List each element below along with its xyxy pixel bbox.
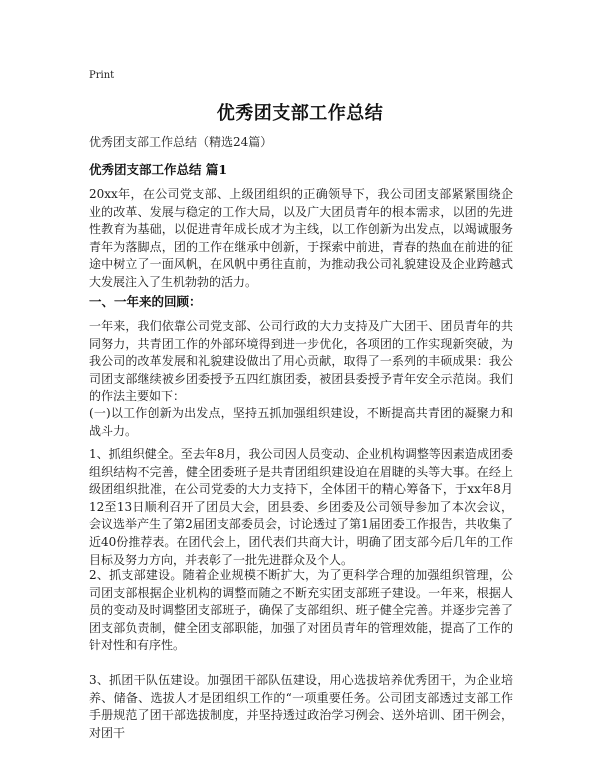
- point-one-paragraph: (一)以工作创新为出发点，坚持五抓加强组织建设，不断提高共青团的凝聚力和战斗力。: [89, 406, 513, 438]
- item-3-paragraph: 3、抓团干队伍建设。加强团干部队伍建设，用心选拔培养优秀团干，为企业培养、储备、选拔人才是团组织工作的“一项重要任务。公司团支部透过支部工作手册规范了团干部选拔制度，并坚持透过政治学习例会、送外培训、团干例会，对团干: [89, 673, 513, 740]
- print-label[interactable]: Print: [89, 70, 115, 81]
- section-heading: 优秀团支部工作总结 篇1: [89, 162, 228, 177]
- review-paragraph: 一年来，我们依靠公司党支部、公司行政的大力支持及广大团干、团员青年的共同努力，共青团工作的外部环境得到进一步优化，各项团的工作实现新突破，为我公司的改革发展和礼貌建设做出了用心贡献，取得了一系列的丰硕成果：我公司团支部继续被乡团委授予五四红旗团委，被团县委授予青年安全示范岗。我们的作法主要如下：: [89, 319, 513, 404]
- document-title: 优秀团支部工作总结: [216, 103, 384, 124]
- item-2-paragraph: 2、抓支部建设。随着企业规模不断扩大，为了更科学合理的加强组织管理，公司团支部根据企业机构的调整而随之不断充实团支部班子建设。一年来，根据人员的变动及时调整团支部班子，确保了支部组织、班子健全完善。并逐步完善了团支部负责制，健全团支部职能，加强了对团员青年的管理效能，提高了工作的针对性和有序性。: [89, 568, 513, 653]
- item-1-paragraph: 1、抓组织健全。至去年8月，我公司因人员变动、企业机构调整等因素造成团委组织结构不完善，健全团委班子是共青团组织建设迫在眉睫的头等大事。在经上级团组织批准，在公司党委的大力支持下，全体团干的精心筹备下，于xx年8月12至13日顺利召开了团员大会，团县委、乡团委及公司领导参加了本次会议，会议选举产生了第2届团支部委员会，讨论透过了第1届团委工作报告，共收集了近40份推荐表。在团代会上，团代表们共商大计，明确了团支部今后几年的工作目标及努力方向，并表彰了一批先进群众及个人。: [89, 447, 513, 567]
- intro-paragraph: 20xx年，在公司党支部、上级团组织的正确领导下，我公司团支部紧紧围绕企业的改革、发展与稳定的工作大局，以及广大团员青年的根本需求，以团的先进性教育为基础，以促进青年成长成才为主线，以工作创新为出发点，以竭诚服务青年为落脚点，团的工作在继承中创新，于探索中前进，青春的热血在前进的征途中树立了一面风帆，在风帆中勇往直前，为推动我公司礼貌建设及企业跨越式大发展注入了生机勃勃的活力。: [89, 187, 513, 289]
- review-heading: 一、一年来的回顾：: [89, 294, 202, 309]
- document-subtitle: 优秀团支部工作总结（精选24篇）: [89, 135, 273, 149]
